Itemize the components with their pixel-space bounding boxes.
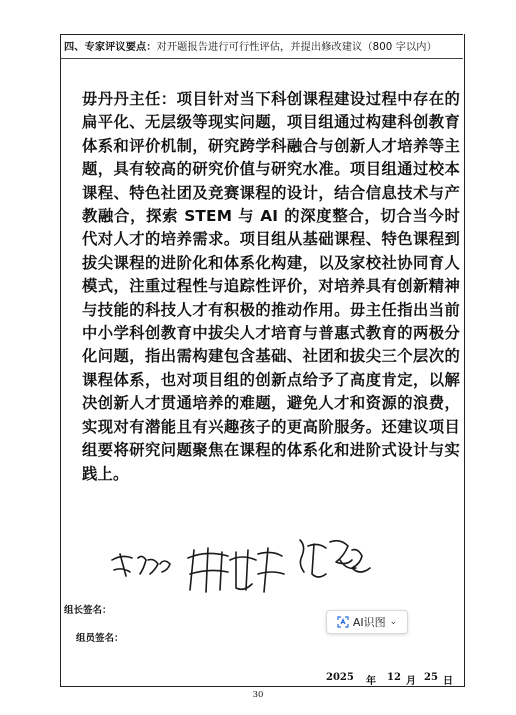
leader-signature-label: 组长签名： <box>64 605 112 616</box>
ai-button-label: AI识图 <box>352 616 386 629</box>
member-signature-label: 组员签名： <box>76 633 124 644</box>
section-instruction: 对开题报告进行可行性评估，并提出修改建议（800 字以内） <box>156 42 437 53</box>
expert-review-text: 毋丹丹主任：项目针对当下科创课程建设过程中存在的扁平化、无层级等现实问题，项目组通过构建科创教育体系和评价机制，研究跨学科融合与创新人才培养等主题，具有较高的研究价值与研究水准。项目组通过校本课程、特色社团及竞赛课程的设计，结合信息技术与产教融合，探索 STEM 与 AI 的深度整合，切合当今时代对人才的培养需求。项目组从基础课程、特色课程到拔尖课程的进阶化和体系化构建，以及家校社协同育人模式，注重过程性与追踪性评价，对培养具有创新精神与技能的科技人才有积极的推动作用。毋主任指出当前中小学科创教育中拔尖人才培育与普惠式教育的两极分化问题，指出需构建包含基础、社团和拔尖三个层次的课程体系，也对项目组的创新点给予了高度肯定，以解决创新人才贯通培养的难题，避免人才和资源的浪费，实现对有潜能且有兴趣孩子的更高阶服务。还建议项目组要将研究问题聚焦在课程的体系化和进阶式设计与实践上。 <box>82 90 460 483</box>
page-number: 30 <box>252 690 264 700</box>
section-heading: 四、专家评议要点： <box>64 42 157 53</box>
scan-icon <box>337 616 349 628</box>
date-year: 2025 <box>326 672 354 683</box>
chevron-down-icon: ⌄ <box>389 617 398 627</box>
date-day-unit: 日 <box>443 676 453 687</box>
date-day: 25 <box>424 672 438 683</box>
handwritten-signatures <box>108 530 408 600</box>
date-month: 12 <box>387 672 401 683</box>
section-header <box>60 34 463 59</box>
date-month-unit: 月 <box>406 676 416 687</box>
section-header-text <box>64 38 437 53</box>
ai-image-recognition-button[interactable] <box>326 610 408 634</box>
date-year-unit: 年 <box>366 676 376 687</box>
